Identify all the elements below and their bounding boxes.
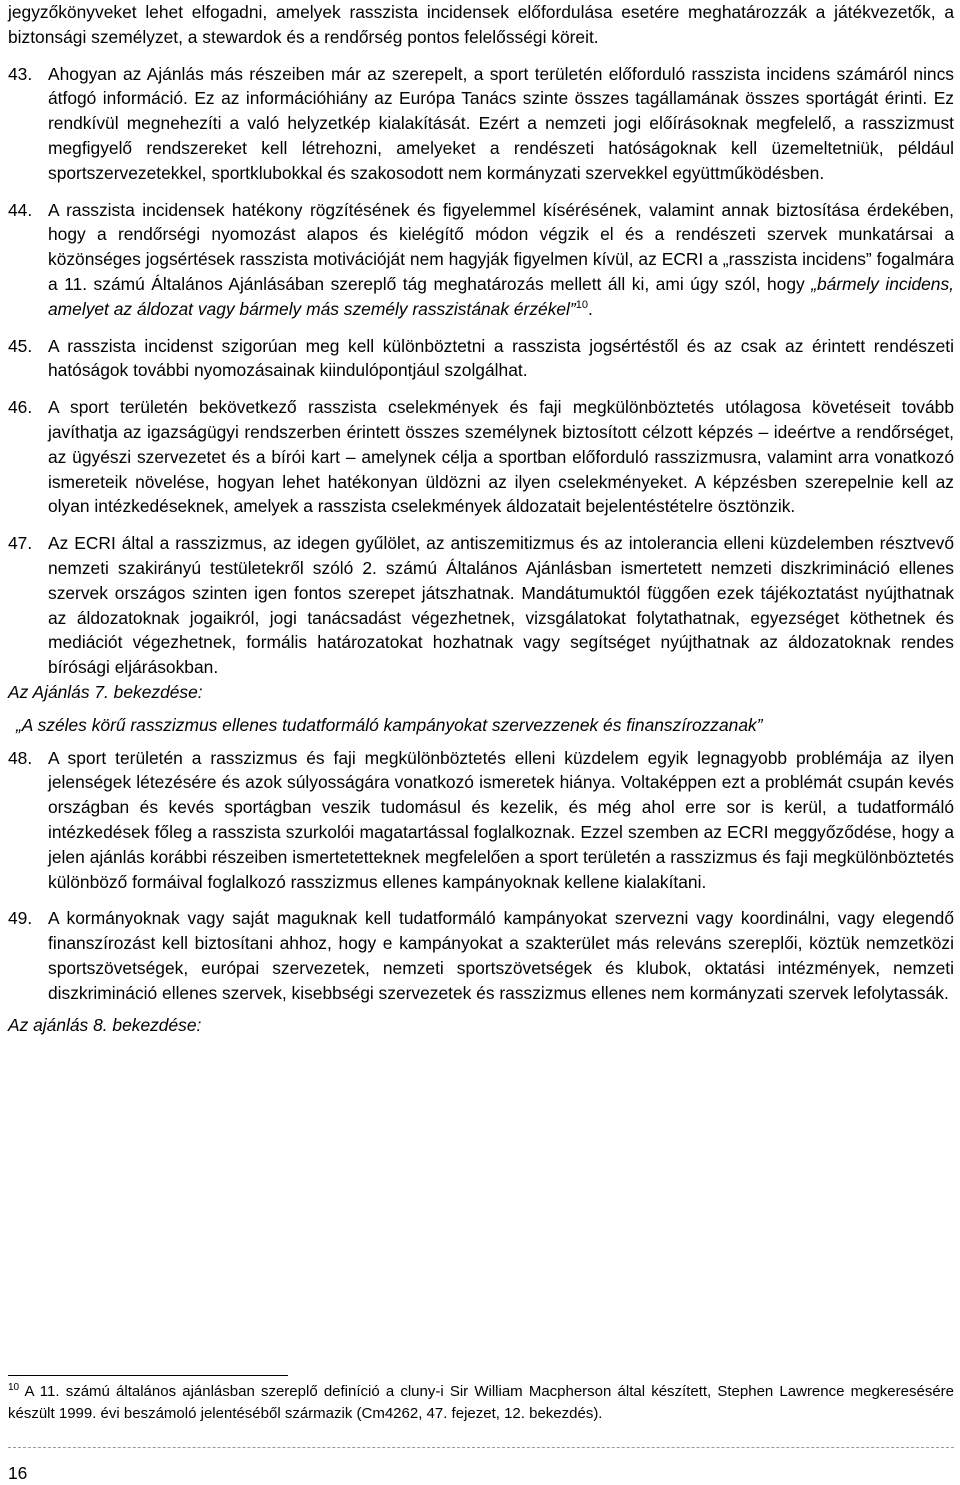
paragraph-text: A kormányoknak vagy saját maguknak kell tudatformáló kampányokat szervezni vagy koordinálni, vagy elegendő finanszírozást kell biztosítani ahhoz, hogy e kampányokat a szakterület más releváns szereplői, köztük nemzetközi sportszövetségek, európai szervezetek, nemzeti sportszövetségek és klubok, oktatási intézmények, nemzeti diszkrimináció ellenes szervek, kisebbségi szervezetek és rasszizmus ellenes nem kormányzati szervek lefolytassák. [48,908,954,1003]
paragraph-49 [8,906,954,1005]
paragraph-number: 49. [8,908,33,929]
paragraph-text: A sport területén bekövetkező rasszista cselekmények és faji megkülönböztetés utólagosa követéseit tovább javíthatja az igazságügyi rendszerben érintett összes személynek biztosított célzott képzés – ideértve a rendőrséget, az ügyészi szervezetet és a bírói kart – amelynek célja a sportban előforduló rasszizmusra, valamint arra vonatkozó ismereteik növelése, hogyan lehet hatékonyan üldözni az ilyen cselekményeket. A képzésben szerepelnie kell az olyan intézkedéseknek, amelyek a rasszista cselekmények áldozatait bejelentéstételre ösztönzik. [48,397,954,517]
paragraph-47 [8,531,954,680]
footnote-mark: 10 [8,1382,20,1393]
document-page [8,0,954,1038]
section-7-title: „A széles körű rasszizmus ellenes tudatformáló kampányokat szervezzenek és finanszírozzanak” [16,714,763,735]
paragraph-44 [8,198,954,322]
footnote-separator [8,1375,288,1376]
paragraph-text: Az ECRI által a rasszizmus, az idegen gyűlölet, az antiszemitizmus és az intolerancia elleni küzdelemben résztvevő nemzeti szakirányú testületekről szóló 2. számú Általános Ajánlásban ismertetett nemzeti diszkrimináció ellenes szervek országos szinten igen fontos szerepet játszhatnak. Mandátumuktól függően ezek tájékoztatást nyújthatnak az áldozatoknak jogaikról, jogi tanácsadást végezhetnek, vizsgálatokat folytathatnak, egyezséget köthetnek és mediációt végezhetnek, formális határozatokat hozhatnak vagy segítséget nyújthatnak az áldozatoknak rendes bírósági eljárásokban. [48,533,954,678]
paragraph-number: 43. [8,63,33,84]
paragraph-number: 45. [8,335,33,356]
paragraph-48 [8,746,954,895]
paragraph-number: 47. [8,533,33,554]
paragraph-46 [8,395,954,519]
paragraph-43 [8,62,954,186]
footnote-reference[interactable]: 10 [575,298,588,311]
paragraph-text: Ahogyan az Ajánlás más részeiben már az szerepelt, a sport területén előforduló rasszista incidens számáról nincs átfogó információ. Ez az információhiány az Európa Tanács szinte összes tagállamának összes sportágát érinti. Ez rendkívül megnehezíti a való helyzetkép kialakítását. Ezért a nemzeti jogi előírásoknak megfelelő, a rasszizmust megfigyelő rendszereket kell létrehozni, amelyeket a rendészeti hatóságoknak kell üzemeltetniük, például sportszervezetekkel, sportklubokkal és szakosodott nem kormányzati szervekkel együttműködésben. [48,63,954,183]
intro-paragraph: jegyzőkönyveket lehet elfogadni, amelyek rasszista incidensek előfordulása esetére meghatározzák a játékvezetők, a biztonsági személyzet, a stewardok és a rendőrség pontos felelősségi köreit. [8,2,954,47]
footnote-text: A 11. számú általános ajánlásban szereplő definíció a cluny-i Sir William Macpherson által készített, Stephen Lawrence megkeresésére készült 1999. évi beszámoló jelentéséből származik (Cm4262, 47. fejezet, 12. bekezdés). [8,1383,954,1422]
section-8-heading: Az ajánlás 8. bekezdése: [8,1015,202,1036]
paragraph-text: A sport területén a rasszizmus és faji megkülönböztetés elleni küzdelem egyik legnagyobb problémája az ilyen jelenségek létezésére és azok súlyosságára vonatkozó ismeretek hiánya. Voltaképpen ezt a problémát csupán kevés országban és kevés sportágban veszik tudomásul és kezelik, és még ahol erre sor is kerül, a tudatformáló intézkedések főleg a rasszista szurkolói magatartással foglalkoznak. Ezzel szemben az ECRI meggyőződése, hogy a jelen ajánlás korábbi részeiben ismertetetteknek megfelelően a sport területén a rasszizmus és faji megkülönböztetés különböző formáival foglalkozó rasszizmus ellenes kampányoknak kellene kialakítani. [48,747,954,892]
paragraph-number: 48. [8,747,33,768]
section-7-heading: Az Ajánlás 7. bekezdése: [8,681,203,702]
paragraph-end: . [587,298,593,319]
paragraph-text-main: A rasszista incidensek hatékony rögzítésének és figyelemmel kísérésének, valamint annak biztosítása érdekében, hogy a rendőrségi nyomozást alapos és kielégítő módon végzik el és a rendészeti szervek munkatársai a közönséges jogsértések rasszista motivációját nem hagyják figyelmen kívül, az ECRI a „rasszista incidens” fogalmára a 11. számú Általános Ajánlásában szereplő tág meghatározás mellett áll ki, ami úgy szól, hogy [48,199,954,294]
paragraph-text [48,198,954,322]
paragraph-number: 44. [8,199,33,220]
page-divider [8,1447,954,1448]
incident-definition-quote: „bármely incidens, amelyet az áldozat vagy bármely más személy rasszistának érzékel” [48,273,954,319]
paragraph-45 [8,334,954,384]
paragraph-text: A rasszista incidenst szigorúan meg kell különböztetni a rasszista jogsértéstől és az csak az érintett rendészeti hatóságok további nyomozásainak kiindulópontjául szolgálhat. [48,335,954,381]
page-number: 16 [8,1463,28,1483]
paragraph-number: 46. [8,397,33,418]
footnote [8,1381,954,1425]
